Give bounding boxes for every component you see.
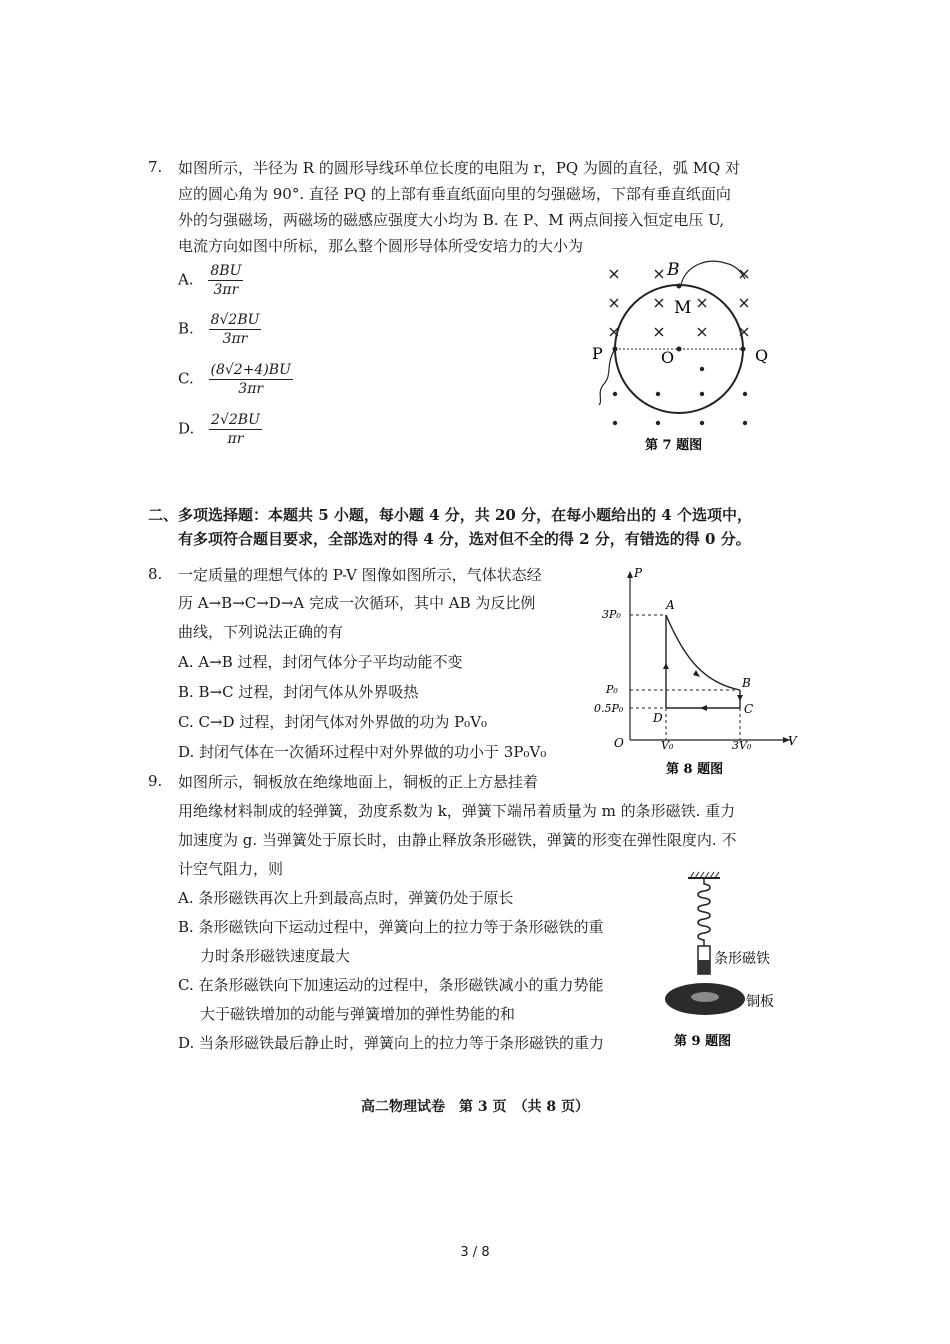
q8-arrow-da — [663, 663, 669, 669]
q7-option-a-numerator: 8BU — [210, 263, 242, 279]
page-footer: 高二物理试卷 第 3 页 （共 8 页） — [361, 1099, 589, 1115]
q9-option-c-cont: 大于磁铁增加的动能与弹簧增加的弹性势能的和 — [200, 1005, 516, 1023]
q7-point-m-dot — [677, 284, 682, 289]
q7-option-b-label: B. — [178, 319, 194, 338]
page-indicator: 3 / 8 — [460, 1245, 490, 1260]
q9-option-a: A. 条形磁铁再次上升到最高点时，弹簧仍处于原长 — [178, 889, 514, 907]
q7-option-d-denominator: πr — [227, 431, 244, 447]
q7-option-d-numerator: 2√2BU — [211, 412, 260, 428]
q9-option-c: C. 在条形磁铁向下加速运动的过程中，条形磁铁减小的重力势能 — [178, 976, 604, 994]
q8-label-axis-v: V — [788, 734, 797, 748]
q8-figure — [590, 565, 805, 785]
q7-option-a-denominator: 3πr — [213, 282, 239, 298]
q7-option-a — [178, 262, 243, 299]
q7-field-out-of-page-dots — [613, 367, 747, 425]
q8-option-c: C. C→D 过程，封闭气体对外界做的功为 P₀V₀ — [178, 713, 488, 731]
q8-axis-p-arrow — [627, 571, 633, 578]
q8-label-c: C — [744, 702, 754, 716]
q9-text-line-2: 用绝缘材料制成的轻弹簧，劲度系数为 k，弹簧下端吊着质量为 m 的条形磁铁. 重力 — [178, 802, 736, 820]
q7-option-c-denominator: 3πr — [238, 381, 264, 397]
q7-text-line-3: 外的匀强磁场，两磁场的磁感应强度大小均为 B. 在 P、M 两点间接入恒定电压 U, — [178, 211, 725, 229]
q7-option-b — [178, 311, 261, 348]
q8-label-origin: O — [614, 736, 624, 750]
section2-heading-line-2: 有多项符合题目要求，全部选对的得 4 分，选对但不全的得 2 分，有错选的得 0 分。 — [178, 530, 751, 548]
q8-arrow-cd — [700, 705, 707, 711]
q8-text-line-1: 一定质量的理想气体的 P-V 图像如图所示，气体状态经 — [178, 566, 542, 584]
q9-spring — [698, 878, 710, 946]
q7-option-d-label: D. — [178, 419, 195, 438]
q7-label-o: O — [661, 348, 675, 367]
q9-text-line-3: 加速度为 g. 当弹簧处于原长时，由静止释放条形磁铁，弹簧的形变在弹性限度内. 不 — [178, 831, 737, 849]
q7-option-b-numerator: 8√2BU — [210, 312, 260, 328]
q9-option-b: B. 条形磁铁向下运动过程中，弹簧向上的拉力等于条形磁铁的重 — [178, 918, 604, 936]
q8-figure-caption: 第 8 题图 — [666, 762, 724, 777]
q9-label-magnet: 条形磁铁 — [714, 951, 770, 967]
q8-label-b: B — [742, 676, 751, 690]
q7-option-d — [178, 411, 262, 448]
q8-tick-05p0: 0.5P₀ — [594, 702, 624, 715]
q9-magnet-bottom — [698, 960, 710, 974]
q9-option-d: D. 当条形磁铁最后静止时，弹簧向上的拉力等于条形磁铁的重力 — [178, 1034, 605, 1052]
q8-tick-v0: V₀ — [661, 739, 674, 752]
q7-label-b: B — [667, 260, 680, 280]
q8-curve-ab — [666, 615, 740, 690]
q9-option-b-cont: 力时条形磁铁速度最大 — [200, 947, 351, 965]
q8-option-b: B. B→C 过程，封闭气体从外界吸热 — [178, 683, 419, 701]
q7-point-q-dot — [741, 347, 746, 352]
q9-figure-caption: 第 9 题图 — [674, 1034, 732, 1049]
q7-figure-caption: 第 7 题图 — [645, 438, 703, 453]
q8-option-a: A. A→B 过程，封闭气体分子平均动能不变 — [178, 653, 463, 671]
q7-option-b-denominator: 3πr — [222, 331, 248, 347]
q7-label-q: Q — [755, 346, 769, 365]
q7-text-line-1: 如图所示，半径为 R 的圆形导线环单位长度的电阻为 r，PQ 为圆的直径，弧 MQ 对 — [178, 159, 741, 177]
q7-option-a-label: A. — [178, 270, 194, 289]
q9-copper-plate-highlight — [691, 992, 719, 1002]
q7-text-line-4: 电流方向如图中所标，那么整个圆形导体所受安培力的大小为 — [178, 237, 584, 255]
q7-center-dot — [677, 347, 682, 352]
section2-heading-line-1: 二、多项选择题：本题共 5 小题，每小题 4 分，共 20 分，在每小题给出的 4 个选项中， — [148, 506, 752, 524]
q8-tick-3v0: 3V₀ — [732, 739, 752, 752]
q8-text-line-3: 曲线，下列说法正确的有 — [178, 623, 344, 641]
q7-lead-wire-m — [681, 261, 745, 285]
q8-arrow-ab — [693, 670, 700, 677]
q7-option-c-numerator: (8√2+4)BU — [210, 362, 291, 378]
q9-text-line-1: 如图所示，铜板放在绝缘地面上，铜板的正上方悬挂着 — [178, 773, 539, 791]
q8-guide-lines — [630, 615, 740, 740]
q8-arrow-bc — [737, 695, 743, 701]
q7-figure — [585, 255, 785, 455]
q7-point-p-dot — [613, 347, 618, 352]
q8-number: 8. — [148, 565, 163, 583]
q7-text-line-2: 应的圆心角为 90°. 直径 PQ 的上部有垂直纸面向里的匀强磁场，下部有垂直纸面向 — [178, 185, 731, 203]
q8-label-a: A — [666, 598, 675, 612]
q9-figure — [630, 868, 790, 1053]
q7-option-c — [178, 361, 293, 398]
q8-option-d: D. 封闭气体在一次循环过程中对外界做的功小于 3P₀V₀ — [178, 743, 547, 761]
q7-number: 7. — [148, 158, 163, 176]
q9-text-line-4: 计空气阻力，则 — [178, 860, 284, 878]
q8-label-axis-p: P — [634, 566, 643, 580]
q8-tick-3p0: 3P₀ — [602, 608, 621, 621]
q8-tick-p0: P₀ — [606, 683, 618, 696]
q8-text-line-2: 历 A→B→C→D→A 完成一次循环，其中 AB 为反比例 — [178, 594, 536, 612]
q9-label-plate: 铜板 — [746, 994, 774, 1010]
q7-option-c-label: C. — [178, 369, 194, 388]
q7-label-p: P — [592, 344, 603, 363]
q7-label-m: M — [674, 298, 692, 318]
q9-number: 9. — [148, 772, 163, 790]
q8-label-d: D — [653, 711, 663, 725]
